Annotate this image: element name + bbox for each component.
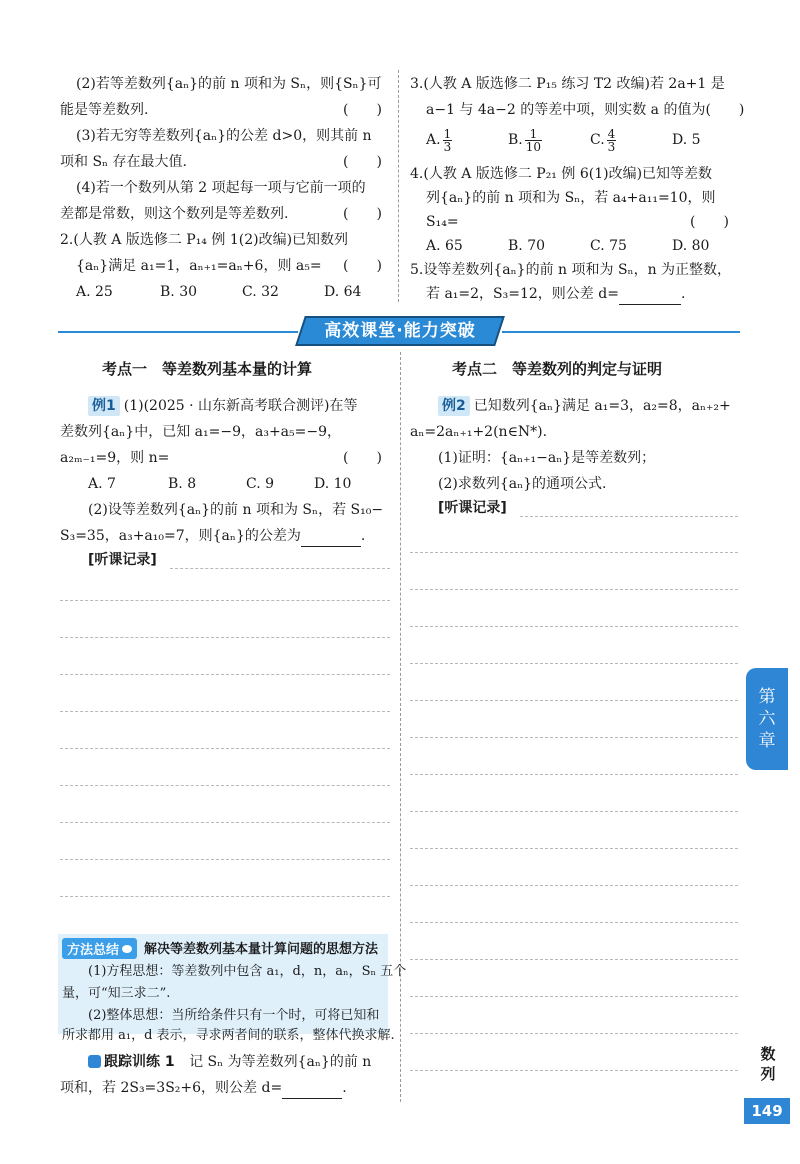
example1-option-a: A. 7 [88,476,116,492]
q5-line2 [426,284,685,305]
topic-two-heading: 考点二 等差数列的判定与证明 [452,360,663,378]
training-line2-text: 项和，若 2S₃=3S₂+6，则公差 d= [60,1080,283,1096]
q1-2-line2: 能是等差数列. [60,102,149,118]
example1-note-line[interactable] [60,674,390,675]
example1-option-c: C. 9 [246,476,275,492]
topic-one-heading: 考点一 等差数列基本量的计算 [102,360,313,378]
q3-option-c-num: 4 [607,126,616,141]
example1-note-line[interactable] [60,859,390,860]
q3-option-c [590,124,618,156]
q3-option-c-label: C. [590,132,605,148]
q1-4-line2: 差都是常数，则这个数列是等差数列. [60,206,289,222]
example1-note-line[interactable] [60,600,390,601]
page-number: 149 [744,1098,790,1124]
q3-option-b-den: 10 [525,139,542,154]
q3-line2: a−1 与 4a−2 的等差中项，则实数 a 的值为( ) [426,102,745,118]
q4-option-d: D. 80 [672,238,710,254]
method-summary-tag-text: 方法总结 [67,943,120,958]
example2-note-line[interactable] [410,996,738,997]
q1-4-line1: (4)若一个数列从第 2 项起每一项与它前一项的 [76,180,366,196]
q5-period: . [680,286,686,302]
q1-2-line1: (2)若等差数列{aₙ}的前 n 项和为 Sₙ，则{Sₙ}可 [76,76,382,92]
banner-rule-right [502,331,740,333]
example1-line5-text: S₃=35，a₃+a₁₀=7，则{aₙ}的公差为 [60,528,301,544]
example2-note-line[interactable] [410,663,738,664]
example2-note-line[interactable] [410,959,738,960]
example1-paren: ( ) [343,450,382,466]
example1-tag: 例1 [88,396,120,416]
q4-line1: 4.(人教 A 版选修二 P₂₁ 例 6(1)改编)已知等差数 [410,166,713,182]
example2-note-line[interactable] [410,737,738,738]
example2-note-line[interactable] [410,811,738,812]
method-line4: 所求都用 a₁，d 表示，寻求两者间的联系，整体代换求解. [62,1028,395,1043]
example1-line2: 差数列{aₙ}中，已知 a₁=−9，a₃+a₅=−9， [60,424,342,440]
q5-line2-text: 若 a₁=2，S₃=12，则公差 d= [426,286,619,302]
method-line3: (2)整体思想：当所给条件只有一个时，可将已知和 [88,1008,380,1023]
example2-note-line[interactable] [410,922,738,923]
q3-option-b [508,124,544,156]
training-line2 [60,1078,347,1099]
example2-line2: aₙ=2aₙ₊₁+2(n∈N*). [410,424,548,440]
q4-option-c: C. 75 [590,238,627,254]
method-summary-title: 解决等差数列基本量计算问题的思想方法 [144,942,379,957]
training-answer-blank[interactable] [282,1078,342,1099]
q4-option-b: B. 70 [508,238,546,254]
q3-option-b-num: 1 [525,128,542,141]
q3-option-a-num: 1 [443,126,452,141]
q3-option-a [426,124,454,156]
example2-note-line[interactable] [410,552,738,553]
q2-line1: 2.(人教 A 版选修二 P₁₄ 例 1(2)改编)已知数列 [60,232,349,248]
top-column-divider [398,70,399,302]
bottom-column-divider [400,352,401,1102]
example1-option-d: D. 10 [314,476,352,492]
q5-line1: 5.设等差数列{aₙ}的前 n 项和为 Sₙ，n 为正整数， [410,262,732,278]
q5-answer-blank[interactable] [619,284,681,305]
method-line2: 量，可“知三求二”. [62,986,171,1001]
q1-3-line2: 项和 Sₙ 存在最大值. [60,154,187,170]
q4-paren: ( ) [690,214,729,230]
training-period: . [342,1080,347,1096]
chapter-tab-label: 第六章 [758,687,776,751]
q3-option-b-label: B. [508,132,523,148]
example1-answer-blank[interactable] [301,526,361,547]
method-line1: (1)方程思想：等差数列中包含 a₁，d，n，aₙ，Sₙ 五个 [88,964,407,979]
example2-note-line[interactable] [410,589,738,590]
example2-line1 [438,396,731,416]
example1-line1 [88,396,357,416]
q3-option-a-label: A. [426,132,441,148]
q1-3-paren: ( ) [343,154,382,170]
q2-option-c: C. 32 [242,284,279,300]
training-tag: 跟踪训练 1 [104,1054,175,1070]
example2-line4: (2)求数列{aₙ}的通项公式. [438,476,607,492]
q2-line2: {aₙ}满足 a₁=1，aₙ₊₁=aₙ+6，则 a₅= [76,258,322,274]
q3-option-a-den: 3 [443,139,452,154]
section-banner [300,316,500,346]
pencil-icon [88,1055,101,1068]
training-line1-text: 记 Sₙ 为等差数列{aₙ}的前 n [189,1054,372,1070]
example1-notes-label: [听课记录] [88,552,157,568]
subject-label: 数列 [760,1045,776,1083]
example2-note-line[interactable] [410,774,738,775]
example2-note-line[interactable] [410,1033,738,1034]
example1-option-b: B. 8 [168,476,197,492]
q4-line3: S₁₄= [426,214,459,230]
q2-paren: ( ) [343,258,382,274]
q3-line1: 3.(人教 A 版选修二 P₁₅ 练习 T2 改编)若 2a+1 是 [410,76,725,92]
q2-option-a: A. 25 [76,284,113,300]
example2-note-line[interactable] [410,848,738,849]
example1-note-line[interactable] [60,822,390,823]
example2-line3: (1)证明：{aₙ₊₁−aₙ}是等差数列； [438,450,656,466]
q3-option-c-fraction [607,128,617,153]
q3-option-c-den: 3 [607,139,616,154]
training-line1 [88,1052,371,1072]
q3-option-d: D. 5 [672,132,701,148]
example2-note-line[interactable] [410,885,738,886]
example2-note-line[interactable] [410,700,738,701]
example1-period: . [360,528,366,544]
example2-note-line[interactable] [410,626,738,627]
q2-option-b: B. 30 [160,284,198,300]
example1-note-line[interactable] [60,896,390,897]
example1-line1-text: (1)(2025 · 山东新高考联合测评)在等 [123,398,358,414]
q1-2-paren: ( ) [343,102,382,118]
q1-3-line1: (3)若无穷等差数列{aₙ}的公差 d>0，则其前 n [76,128,372,144]
example1-note-line[interactable] [170,568,390,569]
example2-note-line[interactable] [520,516,738,517]
q3-option-b-fraction [525,128,542,153]
example1-line5 [60,526,365,547]
banner-rule-left [58,331,298,333]
example1-line4: (2)设等差数列{aₙ}的前 n 项和为 Sₙ，若 S₁₀− [88,502,384,518]
q3-option-a-fraction [443,128,453,153]
example2-tag: 例2 [438,396,470,416]
speech-bubble-icon [122,945,132,953]
example2-notes-label: [听课记录] [438,500,507,516]
q4-option-a: A. 65 [426,238,463,254]
q1-4-paren: ( ) [343,206,382,222]
example1-line3: a₂ₘ₋₁=9，则 n= [60,450,170,466]
example2-line1-text: 已知数列{aₙ}满足 a₁=3，a₂=8，aₙ₊₂+ [473,398,731,414]
banner-title: 高效课堂·能力突破 [324,321,476,341]
method-summary-tag [62,938,137,959]
example1-note-line[interactable] [60,748,390,749]
q4-line2: 列{aₙ}的前 n 项和为 Sₙ，若 a₄+a₁₁=10，则 [426,190,716,206]
example1-note-line[interactable] [60,785,390,786]
q2-option-d: D. 64 [324,284,362,300]
example1-note-line[interactable] [60,711,390,712]
example1-note-line[interactable] [60,637,390,638]
example2-note-line[interactable] [410,1070,738,1071]
